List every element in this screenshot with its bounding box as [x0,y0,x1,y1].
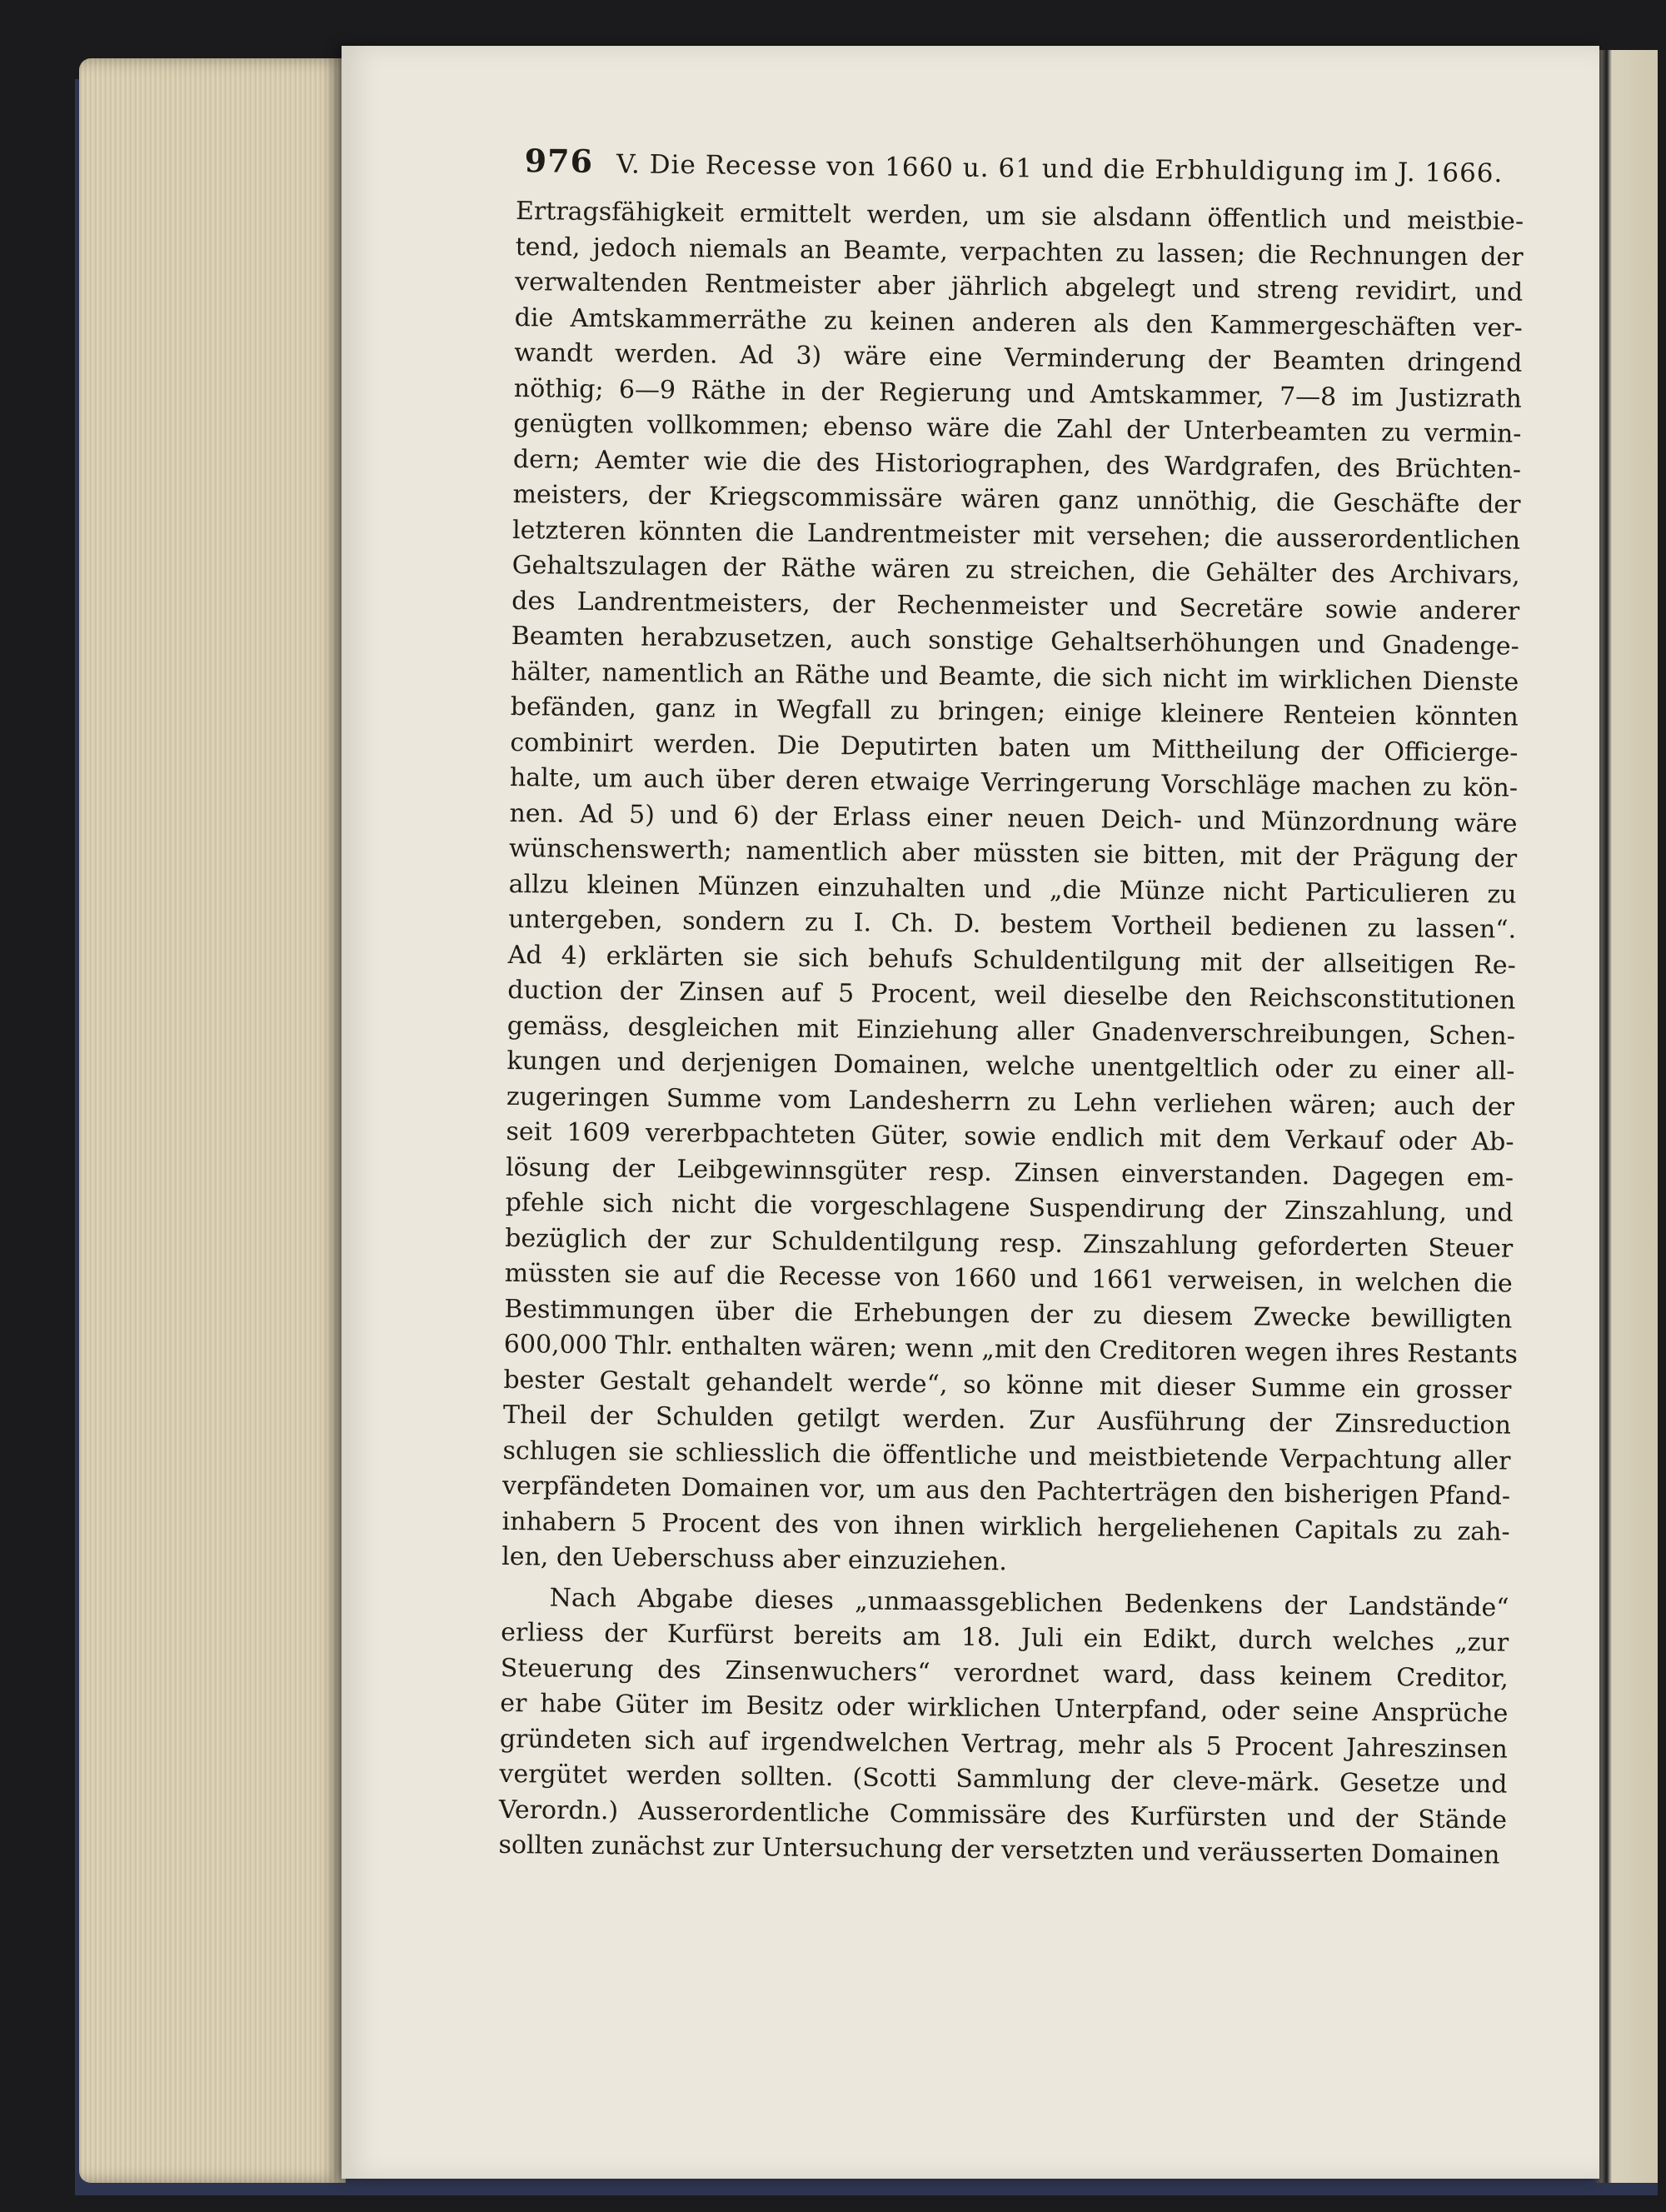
text-line: halte, um auch über deren etwaige Verringerung Vorschläge machen zu kön- [509,762,1519,803]
book-page-edges [79,58,346,2183]
text-line: seit 1609 vererbpachteten Güter, sowie endlich mit dem Verkauf oder Ab- [506,1116,1514,1157]
text-line: Theil der Schulden getilgt werden. Zur Ausführung der Zinsreduction [502,1400,1512,1441]
text-line: allzu kleinen Münzen einzuhalten und „die Münze nicht Particulieren zu [508,869,1517,910]
text-line: zugeringen Summe vom Landesherrn zu Lehn verliehen wären; auch der [506,1081,1515,1122]
text-line: nöthig; 6—9 Räthe in der Regierung und Amtskammer, 7—8 im Justizrath [513,373,1523,414]
text-line: verwaltenden Rentmeister aber jährlich abgelegt und streng revidirt, und [515,267,1524,307]
text-line: kungen und derjenigen Domainen, welche unentgeltlich oder zu einer all- [506,1046,1515,1086]
text-line: nen. Ad 5) und 6) der Erlass einer neuen Deich- und Münzordnung wäre [509,798,1518,839]
text-line: duction der Zinsen auf 5 Procent, weil dieselbe den Reichsconstitutionen [507,975,1516,1016]
text-line: lösung der Leibgewinnsgüter resp. Zinsen einverstanden. Dagegen em- [505,1152,1514,1193]
text-line: wandt werden. Ad 3) wäre eine Verminderung der Beamten dringend [514,337,1523,378]
text-line: dern; Aemter wie die des Historiographen, des Wardgrafen, des Brüchten- [512,444,1522,485]
text-line: die Amtskammerräthe zu keinen anderen als den Kammergeschäften ver- [514,302,1523,343]
text-line: gründeten sich auf irgendwelchen Vertrag, mehr als 5 Procent Jahreszinsen [499,1724,1509,1765]
text-line: tend, jedoch niemals an Beamte, verpachten zu lassen; die Rechnungen der [515,232,1524,272]
page-number: 976 [524,142,594,180]
text-line: pfehle sich nicht die vorgeschlagene Suspendirung der Zinszahlung, und [505,1187,1514,1228]
text-line: des Landrentmeisters, der Rechenmeister und Secretäre sowie anderer [511,586,1520,627]
text-line: Nach Abgabe dieses „unmaassgeblichen Bedenkens der Landstände“ [549,1583,1509,1623]
text-line: hälter, namentlich an Räthe und Beamte, die sich nicht im wirklichen Dienste [511,657,1519,697]
text-line: befänden, ganz in Wegfall zu bringen; einige kleinere Renteien könnten [510,692,1519,732]
page-text-block [498,142,1524,1874]
text-line: Ad 4) erklärten sie sich behufs Schuldentilgung mit der allseitigen Re- [507,940,1516,981]
text-line: meisters, der Kriegscommissäre wären ganz unnöthig, die Geschäfte der [512,479,1521,520]
text-line: gemäss, desgleichen mit Einziehung aller Gnadenverschreibungen, Schen- [506,1011,1516,1051]
adjacent-book-edge [1595,50,1658,2183]
text-line: inhabern 5 Procent des von ihnen wirklich hergeliehenen Capitals zu zah- [501,1506,1510,1547]
text-line: Gehaltszulagen der Räthe wären zu streichen, die Gehälter des Archivars, [511,550,1520,591]
text-line: genügten vollkommen; ebenso wäre die Zahl der Unterbeamten zu vermin- [513,408,1522,449]
paragraph-1 [501,194,1524,1585]
text-line: letzteren könnten die Landrentmeister mit versehen; die ausserordentlichen [511,515,1521,556]
text-line: Verordn.) Ausserordentliche Commissäre des Kurfürsten und der Stände [498,1795,1508,1835]
text-line: verpfändeten Domainen vor, um aus den Pachterträgen den bisherigen Pfand- [501,1471,1511,1511]
text-line: sollten zunächst zur Untersuchung der versetzten und veräusserten Domainen [498,1830,1500,1870]
text-line: Ertragsfähigkeit ermittelt werden, um sie alsdann öffentlich und meistbie- [515,196,1524,237]
text-line: Beamten herabzusetzen, auch sonstige Gehaltserhöhungen und Gnadenge- [511,621,1519,662]
text-line: 600,000 Thlr. enthalten wären; wenn „mit den Creditoren wegen ihres Restants [503,1329,1519,1370]
text-line: vergütet werden sollten. (Scotti Sammlung der cleve-märk. Gesetze und [499,1759,1508,1800]
text-line: er habe Güter im Besitz oder wirklichen Unterpfand, oder seine Ansprüche [500,1688,1509,1729]
running-head: V. Die Recesse von 1660 u. 61 und die Erbhuldigung im J. 1666. [616,149,1504,189]
text-line: erliess der Kurfürst bereits am 18. Juli ein Edikt, durch welches „zur [501,1617,1509,1658]
paragraph-2 [498,1580,1509,1874]
text-line: untergeben, sondern zu I. Ch. D. bestem Vortheil bedienen zu lassen“. [508,904,1517,945]
text-line: len, den Ueberschuss aber einzuziehen. [501,1541,1008,1577]
text-line: schlugen sie schliesslich die öffentliche und meistbietende Verpachtung aller [502,1436,1511,1476]
text-line: combinirt werden. Die Deputirten baten um Mittheilung der Officierge- [510,727,1519,768]
text-line: Bestimmungen über die Erhebungen der zu diesem Zwecke bewilligten [504,1294,1513,1335]
text-line: bester Gestalt gehandelt werde“, so könne mit dieser Summe ein grosser [503,1365,1512,1406]
text-line: Steuerung des Zinsenwuchers“ verordnet ward, dass keinem Creditor, [500,1653,1509,1694]
text-line: müssten sie auf die Recesse von 1660 und 1661 verweisen, in welchen die [504,1258,1513,1299]
text-line: bezüglich der zur Schuldentilgung resp. Zinszahlung geforderten Steuer [505,1223,1514,1264]
text-line: wünschenswerth; namentlich aber müssten sie bitten, mit der Prägung der [508,833,1518,874]
